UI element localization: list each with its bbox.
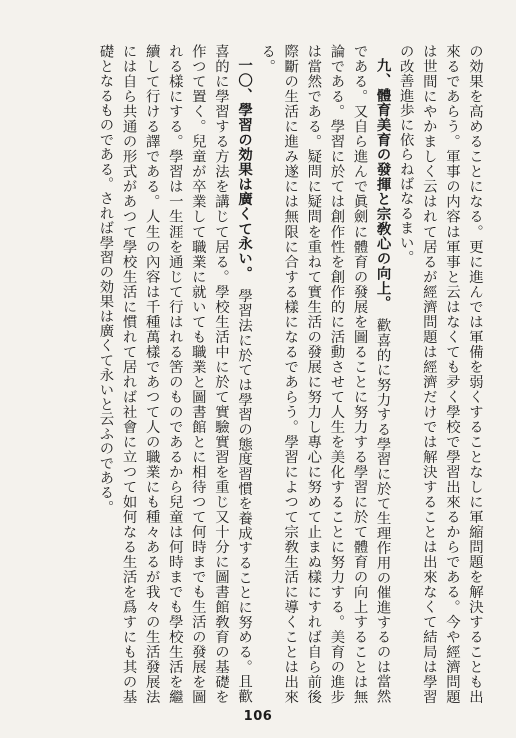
paragraph-text: 歡喜的に努力する學習に於て生理作用の催進するのは當然である。又自ら進んで眞劍に體育の發展を圖ることに努力する學習に於て體育の向上することは無論である。學習に於ては創作性を創作的に活動させて人生を美化することに努力する。美育の進步は當然である。疑問に疑問を重ねて實生活の發展に努力し專心に努めて止まぬ樣にすれば自ら前後際斷の生活に進み遂には無限に合する樣になるであらう。學習によつて宗敎生活に導くことは出來る。 — [259, 44, 391, 704]
paragraph-section-9 — [255, 44, 394, 704]
paragraph-text: の効果を高めることになる。更に進んでは軍備を弱くすることなしに軍縮問題を解決することも出來るであらう。軍事の内容は軍事と云はなくても夛く學校で學習出來るからである。今や經濟問題は世間にやかましく云はれて居るが經濟問題は經濟だけでは解決することは出來なくて結局は學習の改善進歩に依らねばなるまい。 — [397, 44, 483, 704]
section-heading: 一〇、學習の効果は廣くて永い。 — [236, 58, 253, 274]
page-number: 106 — [243, 709, 273, 724]
paragraph-continued — [394, 44, 486, 704]
paragraph-section-10 — [93, 44, 255, 704]
paragraph-text: 學習法に於ては學習の態度習慣を養成することに努める。且歡喜的に學習する方法を講じて居る。學校生活中に於て實驗實習を重じ又十分に圖書館敎育の基礎を作つて置く。兒童が卒業して職業に就いても職業と圖書館とに相待つて何時までも生活の發展を圖れる樣にする。學習は一生涯を通じて行はれる筈のものであるから兒童は何時までも學校生活を繼續して行ける譯である。人生の內容は千種萬樣であつて人の職業にも種々あるが我々の生活發展法には自ら共通の形式があつて學校生活に慣れて居れば社會に立つて如何なる生活を爲すにも其の基礎となるものである。されば學習の効果は廣くて永いと云ふのである。 — [97, 44, 253, 704]
section-heading: 九、體育美育の發揮と宗敎心の向上。 — [374, 58, 391, 304]
vertical-text-body — [16, 44, 486, 704]
